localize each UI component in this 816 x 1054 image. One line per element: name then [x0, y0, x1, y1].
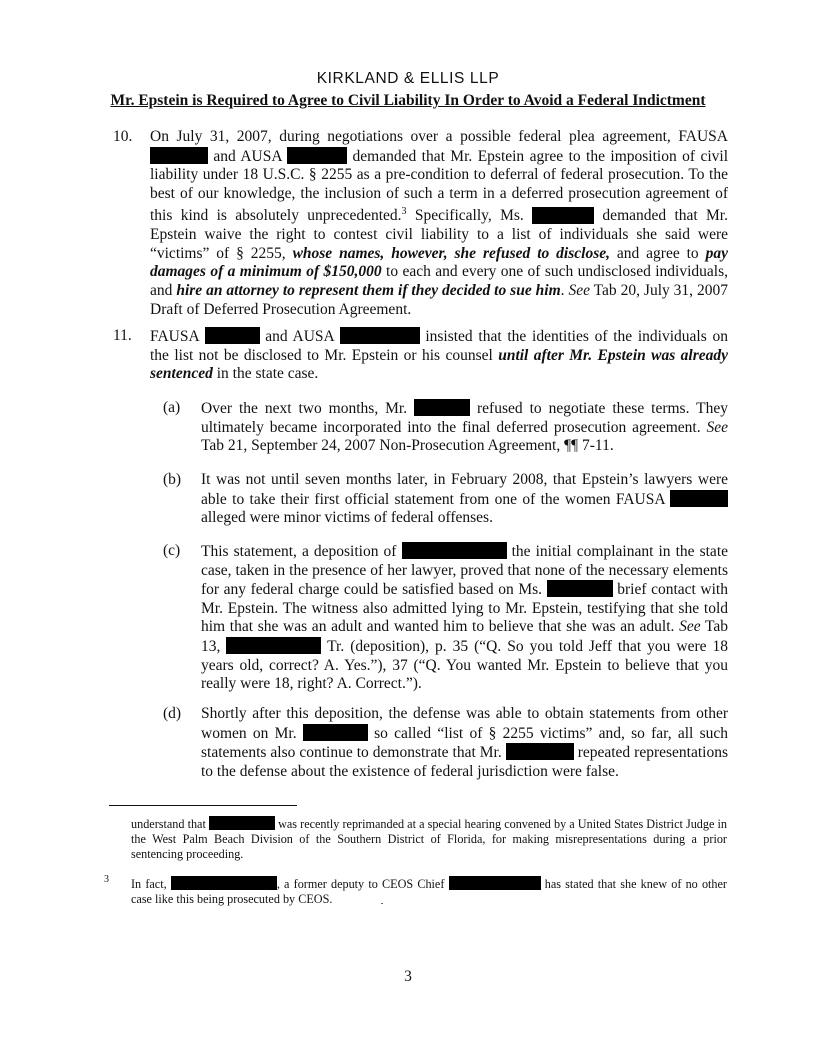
text-run: Over the next two months, Mr.	[201, 400, 415, 417]
subparagraph-a	[163, 399, 728, 456]
text-run: so called “list of § 2255 victims” and, so far, all such statements also continue to demonstrate that Mr.	[201, 724, 728, 762]
text-run: Tab 21, September 24, 2007 Non-Prosecution Agreement, ¶¶ 7-11.	[201, 437, 614, 455]
redaction-box	[547, 580, 613, 597]
emphasis-text: whose names, however, she refused to disclose,	[292, 244, 610, 262]
footnote-number: 3	[104, 874, 109, 885]
subparagraph-label: (b)	[163, 471, 182, 488]
paragraph-number: 11.	[113, 327, 132, 344]
text-run: to each and every one of such undisclosed individuals, and	[150, 263, 728, 299]
text-run: insisted that the identities of the individuals on the list not be disclosed to Mr. Epstein or his counsel	[150, 328, 728, 364]
redaction-box	[226, 637, 321, 654]
text-run: brief contact with Mr. Epstein. The witness also admitted lying to Mr. Epstein, testifying that she told him that she was an adult and wanted him to believe that she was an adult.	[201, 581, 728, 636]
redaction-box	[287, 147, 347, 164]
footnote-separator	[109, 805, 297, 806]
footnote-continuation	[131, 816, 727, 862]
text-run: Tab 20, July 31, 2007 Draft of Deferred Prosecution Agreement.	[150, 281, 729, 318]
section-title: Mr. Epstein is Required to Agree to Civil Liability In Order to Avoid a Federal Indictment	[110, 92, 706, 109]
paragraph-number: 10.	[113, 128, 133, 145]
subparagraph-body	[201, 471, 728, 528]
footnote-body	[131, 876, 727, 907]
emphasis-text: hire an attorney to represent them if they decided to sue him	[176, 281, 561, 299]
paragraph-body	[150, 128, 728, 319]
paragraph-11	[113, 327, 728, 384]
subparagraph-label: (a)	[163, 399, 181, 416]
footnote-3	[104, 876, 727, 907]
firm-letterhead: KIRKLAND & ELLIS LLP	[316, 70, 500, 87]
emphasis-text: pay damages of a minimum of $150,000	[150, 244, 728, 281]
text-run: and agree to	[609, 244, 706, 262]
subparagraph-d	[163, 705, 728, 781]
subparagraph-body	[201, 705, 728, 781]
subparagraph-c	[163, 542, 728, 694]
text-run: Tr. (deposition), p. 35 (“Q. So you told Jeff that you were 18 years old, correct? A. Yes.”), 37 (“Q. You wanted Mr. Epstein to believe that you really were 18, right? A. Correct.”).	[201, 637, 728, 693]
redaction-box	[402, 542, 507, 559]
text-run: repeated representations to the defense about the existence of federal jurisdiction were false.	[201, 744, 728, 780]
see-signal: See	[706, 418, 728, 436]
text-run: was recently reprimanded at a special hearing convened by a United States District Judge in the West Palm Beach Division of the Southern District of Florida, for making misrepresentations during a prior sentencing proceeding.	[131, 817, 727, 861]
text-run: Shortly after this deposition, the defense was able to obtain statements from other women on Mr.	[201, 705, 728, 742]
see-signal: See	[568, 281, 590, 299]
subparagraph-body	[201, 542, 728, 694]
text-run: demanded that Mr. Epstein waive the right to contest civil liability to a list of individuals she said were “victims” of § 2255,	[150, 207, 728, 262]
text-run: and AUSA	[259, 328, 340, 345]
text-run: in the state case.	[212, 365, 319, 383]
page-number: 3	[404, 968, 412, 985]
paragraph-body	[150, 327, 728, 384]
redaction-box	[205, 327, 260, 344]
text-run: In fact,	[131, 877, 171, 891]
see-signal: See	[679, 618, 701, 636]
subparagraph-label: (c)	[163, 542, 181, 559]
redaction-box	[506, 743, 574, 760]
text-run: On July 31, 2007, during negotiations over a possible federal plea agreement, FAUSA	[150, 128, 728, 145]
text-run: understand that	[131, 817, 209, 831]
redaction-box	[414, 399, 470, 416]
text-run: has stated that she knew of no other case like this being prosecuted by CEOS.	[131, 877, 727, 906]
footnote-ref: 3	[401, 206, 407, 218]
text-run: It was not until seven months later, in February 2008, that Epstein’s lawyers were able to take their first official statement from one of the women FAUSA	[201, 471, 728, 508]
redaction-box	[532, 207, 594, 224]
text-run: alleged were minor victims of federal offenses.	[201, 509, 493, 527]
redaction-box	[670, 490, 728, 507]
text-run: This statement, a deposition of	[201, 543, 402, 560]
text-run: .	[560, 281, 569, 299]
paragraph-10	[113, 128, 728, 319]
text-run: Specifically, Ms.	[406, 207, 533, 225]
redaction-box	[340, 327, 420, 344]
redaction-box	[209, 816, 275, 830]
text-run: demanded that Mr. Epstein agree to the imposition of civil liability under 18 U.S.C. § 2255 as a pre-condition to deferral of federal prosecution. To the best of our knowledge, the inclusion of such a term in a deferred prosecution agreement of this kind is absolutely unprecedented.	[150, 147, 728, 225]
text-run: FAUSA	[150, 328, 205, 345]
redaction-box	[449, 876, 541, 890]
subparagraph-b	[163, 471, 728, 528]
subparagraph-body	[201, 399, 728, 456]
scan-speck	[381, 903, 383, 904]
redaction-box	[171, 876, 277, 890]
text-run: refused to negotiate these terms. They ultimately became incorporated into the final deferred prosecution agreement.	[201, 400, 728, 436]
emphasis-text: until after Mr. Epstein was already sentenced	[150, 346, 728, 383]
text-run: the initial complainant in the state case, taken in the presence of her lawyer, proved that none of the necessary elements for any federal charge could be satisfied based on Ms.	[201, 543, 728, 599]
redaction-box	[303, 724, 368, 741]
text-run: and AUSA	[208, 147, 288, 165]
subparagraph-label: (d)	[163, 705, 182, 722]
redaction-box	[150, 147, 208, 164]
text-run: Tab 13,	[201, 618, 728, 655]
text-run: , a former deputy to CEOS Chief	[276, 877, 449, 891]
